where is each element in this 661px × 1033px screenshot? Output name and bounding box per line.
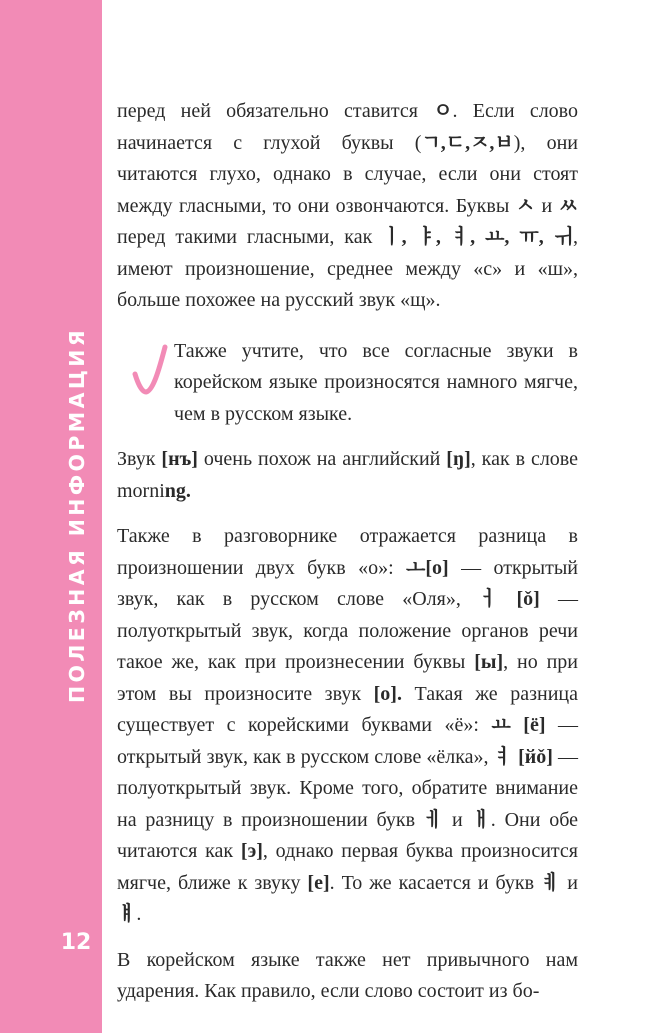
text-span: . Если слово начинается с глухой буквы ( <box>117 100 578 154</box>
text-span: — открытый звук, как в русском слове «Оля», <box>117 556 579 610</box>
text-span: и <box>443 808 472 831</box>
text-span: , как в слове morni <box>117 448 579 502</box>
text-span: , но при этом вы произносите звук <box>117 651 578 705</box>
korean-letters: ㄱ,ㄷ,ㅈ,ㅂ <box>421 131 514 154</box>
transcription: [о]. <box>373 682 402 705</box>
text-span: , имеют произношение, среднее между «с» и «ш», больше похожее на русский звук «щ». <box>117 226 578 311</box>
korean-letter: ㅐ <box>471 808 491 831</box>
korean-letter: ㅗ <box>406 556 426 579</box>
text-span: , однако первая буква произносится мягче, ближе к звуку <box>117 840 578 894</box>
text-span: очень похож на английский <box>197 448 447 470</box>
sidebar-section-title: ПОЛЕЗНАЯ ИНФОРМАЦИЯ <box>65 326 89 704</box>
checkmark-icon <box>129 340 171 400</box>
paragraph-ng-sound <box>117 444 578 507</box>
text-span: Звук <box>117 448 162 470</box>
emphasis: ng. <box>164 479 191 502</box>
transcription: [о] <box>425 556 449 579</box>
korean-letter: ㅇ <box>433 100 453 122</box>
text-span: ), они читаются глухо, однако в случае, если они стоят между гласными, то они озвончаются. Буквы <box>117 131 579 217</box>
korean-letter: ㅛ <box>491 714 511 736</box>
text-span: . <box>136 903 142 925</box>
text-span: и <box>560 871 579 894</box>
paragraph-stress: В корейском языке также нет привычного нам ударения. Как правило, если слово состоит из бо- <box>117 948 578 1002</box>
transcription: [ǒ] <box>498 588 540 610</box>
korean-letters: ㅣ, ㅑ, ㅕ, ㅛ, ㅠ, ㅟ <box>382 226 573 248</box>
note-block <box>117 336 578 431</box>
text-span: — полуоткрытый звук. Кроме того, обратите внимание на разницу в произношении букв <box>117 745 579 831</box>
korean-letter: ㅅ <box>515 194 536 217</box>
text-span: перед ней обязательно ставится <box>117 100 434 122</box>
korean-letter: ㅆ <box>558 194 579 217</box>
text-span: . То же касается и букв <box>329 871 542 894</box>
paragraph-vowels <box>117 521 578 931</box>
korean-letter: ㅒ <box>117 903 137 925</box>
text-span: и <box>535 194 559 217</box>
korean-letter: ㅖ <box>541 871 561 894</box>
transcription: [ŋ] <box>446 448 471 470</box>
text-span: Также в разговорнике отражается разница в произношении двух букв «о»: <box>117 525 578 579</box>
paragraph-consonants <box>117 96 578 317</box>
text-span: перед такими гласными, как <box>117 226 383 248</box>
text-span: Такая же разница существует с корейскими буквами «ё»: <box>117 682 578 736</box>
text-span: — открытый звук, как в русском слове «ёлка», <box>117 714 579 768</box>
transcription: [ы] <box>474 651 504 673</box>
transcription: [э] <box>240 840 263 862</box>
transcription: [нъ] <box>161 448 198 470</box>
page-number: 12 <box>60 930 92 955</box>
korean-letter: ㅕ <box>493 745 513 768</box>
korean-letter: ㅓ <box>479 588 499 610</box>
korean-letter: ㅔ <box>423 808 444 831</box>
note-text: Также учтите, что все согласные звуки в корейском языке произносятся намного мягче, чем в русском языке. <box>174 339 578 425</box>
transcription: [ё] <box>510 714 546 736</box>
text-span: — полуоткрытый звук, когда положение органов речи такое же, как при произнесении буквы <box>117 588 578 673</box>
transcription: [е] <box>307 871 330 894</box>
transcription: [йǒ] <box>512 745 553 768</box>
text-span: . Они обе читаются как <box>117 808 579 862</box>
main-text <box>117 96 578 1008</box>
